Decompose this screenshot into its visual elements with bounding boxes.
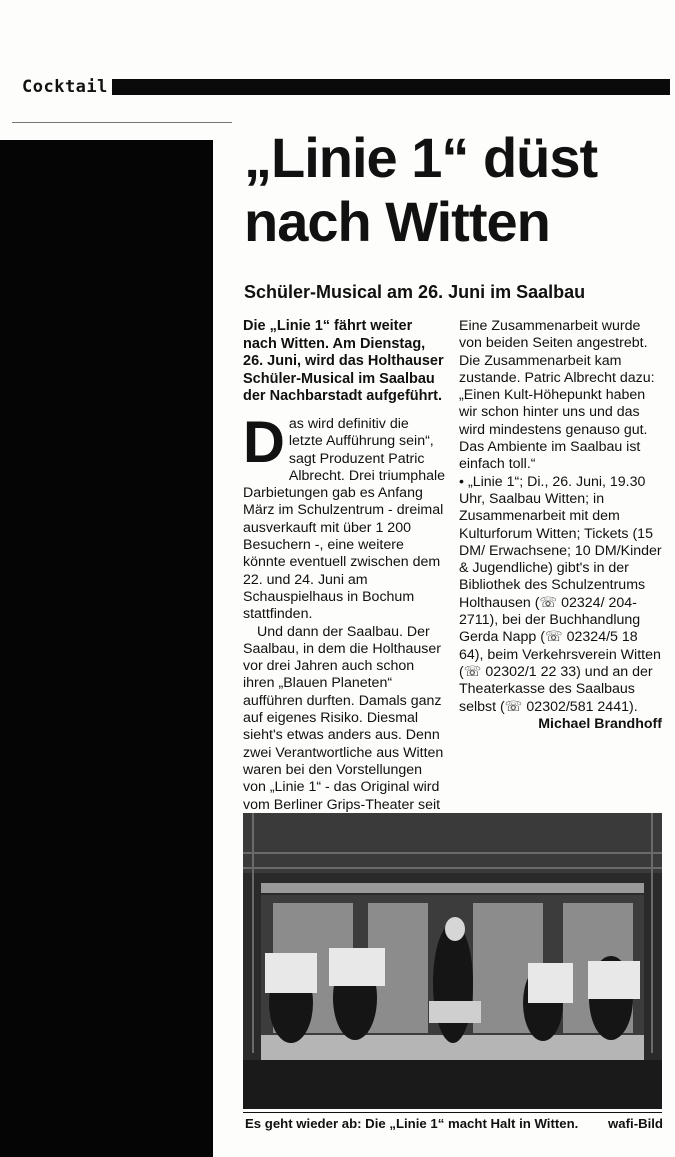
section-header <box>22 76 670 98</box>
headline-line-2: nach Witten <box>244 190 550 253</box>
photo-credit: wafi-Bild <box>608 1116 663 1131</box>
photo-caption <box>245 1115 663 1132</box>
divider <box>12 122 232 123</box>
info-box <box>459 474 662 716</box>
article-column-right <box>459 318 662 733</box>
article-paragraph-1 <box>243 409 446 624</box>
article-lead: Die „Linie 1“ fährt weiter nach Witten. Am Dienstag, 26. Juni, wird das Holthauser Schüler-Musical im Saalbau der Nachbarstadt aufgeführt. <box>243 318 444 405</box>
bullet-icon: • <box>459 473 464 490</box>
article-paragraph-2: Und dann der Saalbau. Der Saalbau, in dem die Holthauser vor drei Jahren auch schon ihren „Blauen Planeten“ aufführen durften. Damals ganz auf eigenes Risiko. Diesmal sieht's etwas anders aus. Denn zwei Verantwortliche aus Witten waren bei den Vorstellungen von „Linie 1“ - das Original wird vom Berliner Grips-Theater seit <box>243 623 444 813</box>
caption-text: Es geht wieder ab: Die „Linie 1“ macht Halt in Witten. <box>245 1116 579 1131</box>
article-paragraph-3: Eine Zusammenarbeit wurde von beiden Seiten angestrebt. Die Zusammenarbeit kam zustande. Patric Albrecht dazu: „Einen Kult-Höhepunkt haben wir schon hinter uns und das wird mindestens genauso gut. Das Ambiente im Saalbau ist einfach toll.“ <box>459 318 655 473</box>
caption-rule <box>243 1112 662 1113</box>
subheadline: Schüler-Musical am 26. Juni im Saalbau <box>244 282 586 302</box>
section-rule <box>112 79 670 95</box>
author-byline: Michael Brandhoff <box>538 715 662 732</box>
black-margin-block <box>0 140 213 1157</box>
headline-line-1: „Linie 1“ düst <box>244 126 598 189</box>
headline <box>244 126 664 254</box>
paragraph-1-text: as wird definitiv die letzte Aufführung sein“, sagt Produzent Patric Albrecht. Drei triumphale Darbietungen gab es Anfang März im Schulzentrum - dreimal ausverkauft mit über 1 200 Besuchern -, eine weitere könnte eventuell zwischen dem 22. und 24. Juni am Schauspielhaus in Bochum stattfinden. <box>243 415 446 623</box>
drop-cap: D <box>243 409 285 475</box>
section-label: Cocktail <box>22 77 108 97</box>
info-text: „Linie 1“; Di., 26. Juni, 19.30 Uhr, Saalbau Witten; in Zusammenarbeit mit dem Kulturforum Witten; Tickets (15 DM/ Erwachsene; 10 DM/Kinder & Jugendliche) gibt's in der Bibliothek des Schulzentrums Holthausen (☏ 02324/ 204-2711), bei der Buchhandlung Gerda Napp (☏ 02324/5 18 64), beim Verkehrsverein Witten (☏ 02302/1 22 33) und an der Theaterkasse des Saalbaus selbst (☏ 02302/581 2441). <box>459 473 662 715</box>
stage-photo <box>243 813 662 1109</box>
